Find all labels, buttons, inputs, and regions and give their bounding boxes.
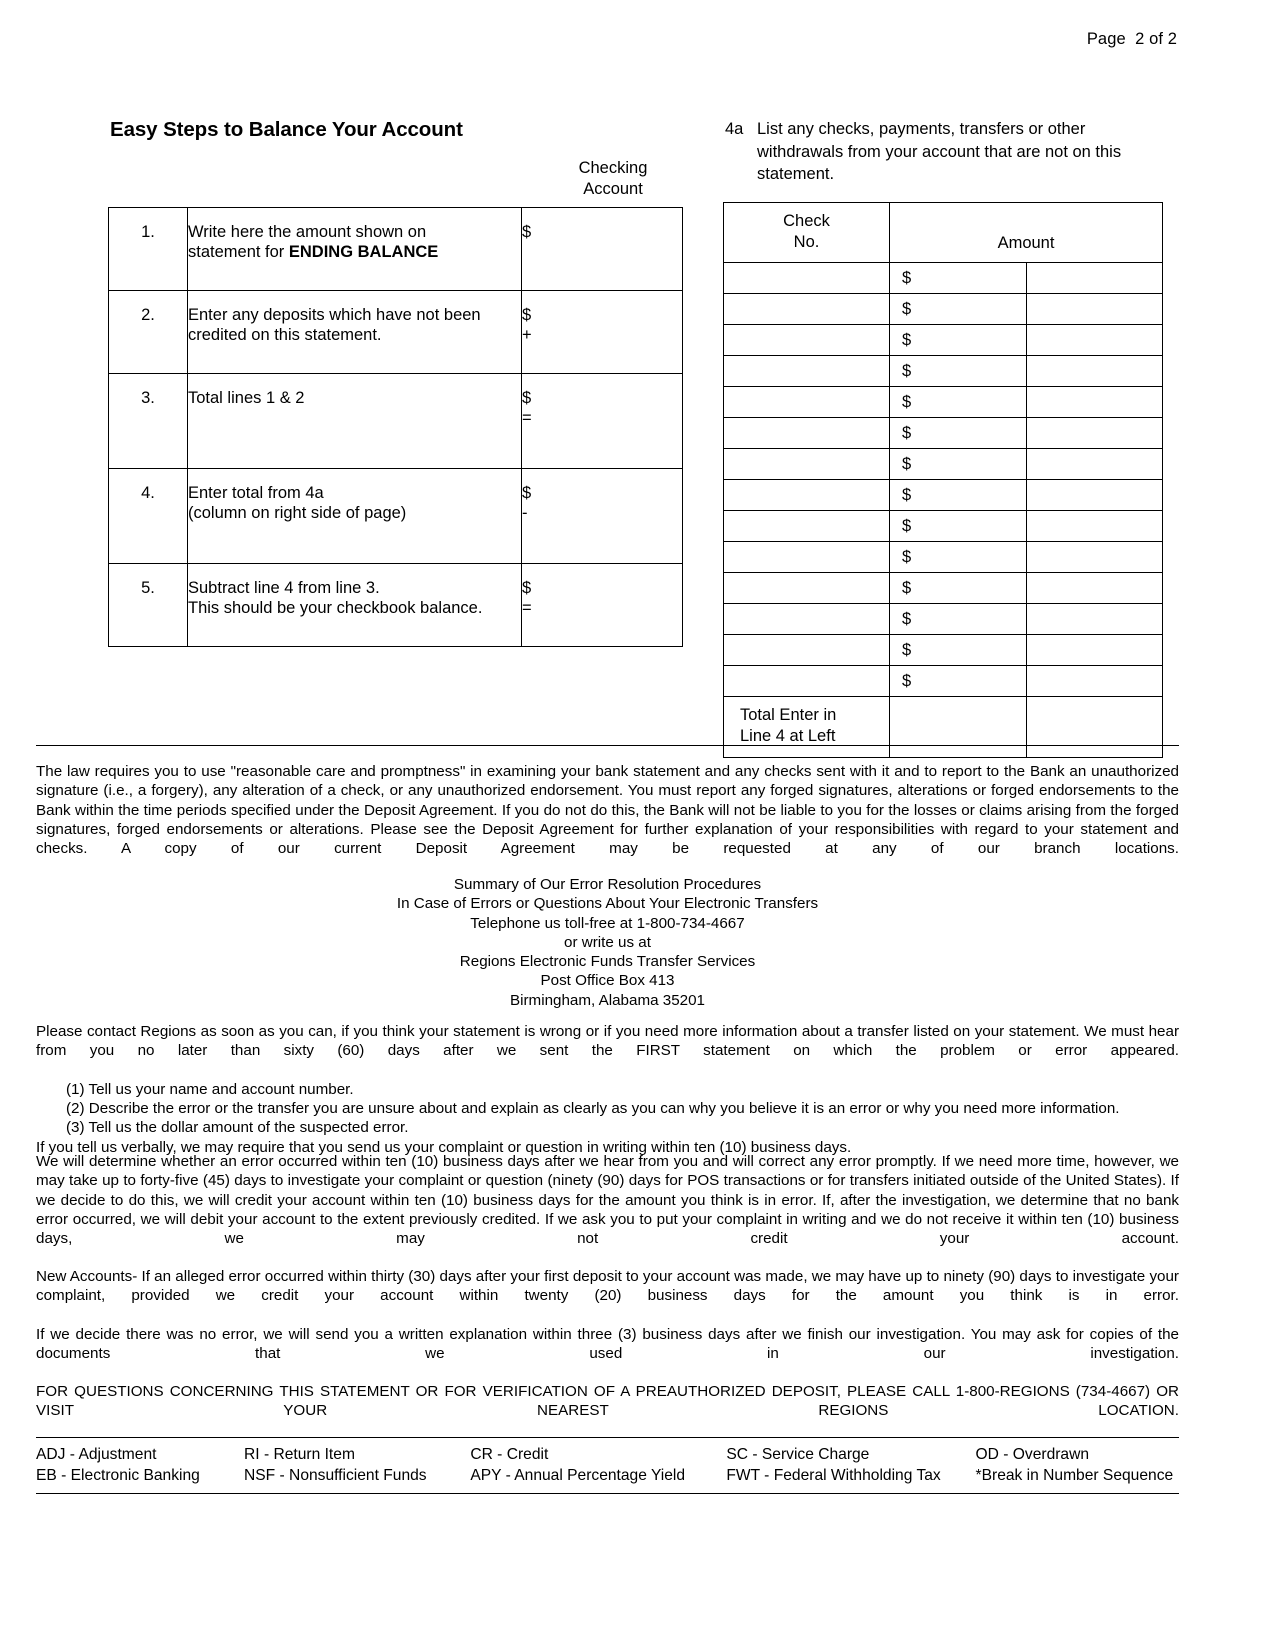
check-amount-cell[interactable]: $: [890, 480, 1027, 511]
table-row: [109, 564, 683, 647]
reasonable-care-text: The law requires you to use "reasonable care and promptness" in examining your bank statement and any checks sent with it and to report to the Bank an unauthorized signature (i.e., a forgery), any alteration of a check, or any unauthorized endorsement. You must report any forged signatures, alterations or forged endorsements to the Bank within the time periods specified under the Deposit Agreement. If you do not do this, the Bank will not be liable to you for the losses or claims arising from the forged signatures, forged endorsements or alterations. Please see the Deposit Agreement for further explanation of your responsibilities with regard to your statement and checks. A copy of our current Deposit Agreement may be requested at any of our branch locations.: [36, 763, 1179, 858]
step-number: 5.: [109, 564, 188, 647]
table-row: [724, 418, 1163, 449]
check-no-cell[interactable]: [724, 511, 890, 542]
check-amount-cell[interactable]: $: [890, 263, 1027, 294]
total-amount-cell[interactable]: [890, 697, 1027, 758]
reasonable-care-paragraph: [36, 762, 1179, 878]
currency-symbol: $: [522, 484, 532, 502]
checks-instruction: [725, 118, 1175, 186]
check-cents-cell[interactable]: [1026, 356, 1163, 387]
table-row: [724, 635, 1163, 666]
balance-worksheet-title: Easy Steps to Balance Your Account: [110, 118, 463, 141]
error-summary-company: Regions Electronic Funds Transfer Services: [459, 953, 756, 971]
check-amount-cell[interactable]: $: [890, 418, 1027, 449]
step-number: 1.: [109, 208, 188, 291]
check-amount-cell[interactable]: $: [890, 356, 1027, 387]
table-row: [724, 573, 1163, 604]
step-description-line1: Write here the amount shown on: [188, 223, 427, 241]
total-label: [724, 697, 890, 758]
checks-instruction-marker: 4a: [725, 120, 744, 138]
checks-table: [723, 202, 1163, 758]
check-no-cell[interactable]: [724, 387, 890, 418]
step-description-line1: Total lines 1 & 2: [188, 389, 305, 407]
check-amount-cell[interactable]: $: [890, 573, 1027, 604]
check-no-cell[interactable]: [724, 480, 890, 511]
error-summary-line-2: In Case of Errors or Questions About Your Electronic Transfers: [396, 895, 819, 913]
step-description-line1: Enter any deposits which have not been: [188, 306, 481, 324]
check-amount-cell[interactable]: $: [890, 635, 1027, 666]
error-determination-text: We will determine whether an error occurred within ten (10) business days after we hear from you and will correct any error promptly. If we need more time, however, we may take up to forty-five (45) days to investigate your complaint or question (ninety (90) days for POS transactions or for transfers initiated outside of the United States). If we decide to do this, we will credit your account within ten (10) business days for the amount you think is in error. If, after the investigation, we determine that no bank error occurred, we will debit your account to the extent previously credited. If we ask you to put your complaint in writing and we do not receive it within ten (10) business days, we may not credit your account.: [36, 1153, 1179, 1248]
check-amount-cell[interactable]: $: [890, 387, 1027, 418]
step-description-line2: credited on this statement.: [188, 326, 382, 344]
legend-item: APY - Annual Percentage Yield: [470, 1467, 686, 1484]
step-number: 4.: [109, 469, 188, 564]
column-header-amount: Amount: [890, 203, 1163, 263]
divider-top: [36, 745, 1179, 746]
table-row: [109, 469, 683, 564]
step-description: [188, 374, 522, 469]
checking-account-column-header: [538, 158, 688, 200]
error-summary-line-4: or write us at: [564, 933, 651, 951]
step-description-line2: (column on right side of page): [188, 504, 407, 522]
check-no-cell[interactable]: [724, 604, 890, 635]
check-cents-cell[interactable]: [1026, 418, 1163, 449]
table-row: [724, 542, 1163, 573]
balance-steps-table: [108, 207, 683, 647]
contact-intro-text: Please contact Regions as soon as you can, if you think your statement is wrong or if you need more information about a transfer listed on your statement. We must hear from you no later than sixty (60) days after we sent the FIRST statement on which the problem or error appeared.: [36, 1023, 1179, 1060]
total-label-line1: Total Enter in: [740, 706, 837, 724]
contact-instructions: [36, 1022, 1179, 1157]
balance-worksheet: [108, 118, 683, 617]
check-cents-cell[interactable]: [1026, 666, 1163, 697]
new-accounts-text: New Accounts- If an alleged error occurred within thirty (30) days after your first deposit to your account was made, we may have up to ninety (90) days to investigate your complaint, provided we credit your account within twenty (20) business days for the amount you think is in error.: [36, 1268, 1179, 1305]
step-amount-cell[interactable]: [522, 208, 683, 291]
check-no-cell[interactable]: [724, 666, 890, 697]
total-label-line2: Line 4 at Left: [740, 727, 836, 745]
checking-account-header-line1: Checking: [578, 159, 648, 177]
total-cents-cell[interactable]: [1026, 697, 1163, 758]
legend-item: OD - Overdrawn: [975, 1446, 1090, 1463]
check-amount-cell[interactable]: $: [890, 449, 1027, 480]
operator-symbol: =: [522, 599, 532, 617]
check-cents-cell[interactable]: [1026, 635, 1163, 666]
step-description-emphasis: ENDING BALANCE: [288, 243, 439, 261]
legend-item: FWT - Federal Withholding Tax: [726, 1467, 941, 1484]
error-summary-line-1: Summary of Our Error Resolution Procedures: [453, 876, 762, 893]
currency-symbol: $: [522, 579, 532, 597]
table-header-row: [724, 203, 1163, 263]
check-cents-cell[interactable]: [1026, 294, 1163, 325]
table-row: [724, 666, 1163, 697]
checks-instruction-text: List any checks, payments, transfers or other withdrawals from your account that are not on this statement.: [757, 120, 1122, 183]
table-row: [724, 325, 1163, 356]
divider-bottom: [36, 1493, 1179, 1494]
abbreviations-legend: [36, 1444, 1179, 1486]
step-description-line2: This should be your checkbook balance.: [188, 599, 483, 617]
check-cents-cell[interactable]: [1026, 263, 1163, 294]
check-cents-cell[interactable]: [1026, 449, 1163, 480]
check-no-cell[interactable]: [724, 573, 890, 604]
check-no-cell[interactable]: [724, 325, 890, 356]
step-description-line1: Subtract line 4 from line 3.: [188, 579, 380, 597]
currency-symbol: $: [522, 306, 532, 324]
step-description: [188, 291, 522, 374]
checking-account-header-line2: Account: [583, 180, 643, 198]
verbal-complaint-note: If you tell us verbally, we may require that you send us your complaint or question in writing within ten (10) business days.: [36, 1138, 852, 1156]
step-number: 3.: [109, 374, 188, 469]
legend-item: RI - Return Item: [244, 1446, 355, 1463]
check-cents-cell[interactable]: [1026, 511, 1163, 542]
table-row: [109, 374, 683, 469]
operator-symbol: =: [522, 409, 532, 427]
check-no-cell[interactable]: [724, 449, 890, 480]
checks-worksheet: [725, 118, 1175, 745]
legend-item: SC - Service Charge: [726, 1446, 870, 1463]
table-row: [724, 511, 1163, 542]
check-cents-cell[interactable]: [1026, 573, 1163, 604]
contact-list-item: (3) Tell us the dollar amount of the suspected error.: [66, 1119, 409, 1137]
contact-list-item: (2) Describe the error or the transfer you are unsure about and explain as clearly as you can why you believe it is an error or why you need more information.: [66, 1100, 1120, 1118]
check-no-cell[interactable]: [724, 294, 890, 325]
check-cents-cell[interactable]: [1026, 542, 1163, 573]
legend-row-1: [36, 1444, 1179, 1465]
check-cents-cell[interactable]: [1026, 480, 1163, 511]
legend-item: ADJ - Adjustment: [36, 1446, 157, 1463]
table-total-row: [724, 697, 1163, 758]
questions-call-text: FOR QUESTIONS CONCERNING THIS STATEMENT OR FOR VERIFICATION OF A PREAUTHORIZED DEPOSIT, PLEASE CALL 1-800-REGIONS (734-4667) OR VISIT YOUR NEAREST REGIONS LOCATION.: [36, 1383, 1179, 1420]
page-number: Page 2 of 2: [1086, 30, 1177, 48]
error-summary-city-state-zip: Birmingham, Alabama 35201: [509, 991, 706, 1009]
no-error-text: If we decide there was no error, we will send you a written explanation within three (3) business days after we finish our investigation. You may ask for copies of the documents that we used in our investigation.: [36, 1326, 1179, 1363]
error-resolution-summary: [36, 875, 1179, 1010]
error-summary-po-box: Post Office Box 413: [540, 972, 675, 990]
table-row: [724, 604, 1163, 635]
column-header-check-no-line1: Check: [783, 212, 830, 230]
step-description: [188, 208, 522, 291]
questions-call-paragraph: [36, 1382, 1179, 1440]
step-description-line2: statement for: [188, 243, 289, 261]
table-row: [724, 263, 1163, 294]
check-no-cell[interactable]: [724, 418, 890, 449]
check-no-cell[interactable]: [724, 635, 890, 666]
check-amount-cell[interactable]: $: [890, 666, 1027, 697]
new-accounts-paragraph: [36, 1267, 1179, 1325]
table-row: [724, 294, 1163, 325]
worksheets-area: [0, 118, 1275, 745]
error-summary-phone: Telephone us toll-free at 1-800-734-4667: [470, 914, 745, 932]
contact-list-item: (1) Tell us your name and account number.: [66, 1080, 354, 1098]
legend-item: EB - Electronic Banking: [36, 1467, 200, 1484]
legend-item: *Break in Number Sequence: [975, 1467, 1174, 1484]
operator-symbol: +: [522, 326, 532, 344]
column-header-check-no: [724, 203, 890, 263]
step-description: [188, 469, 522, 564]
step-description-line1: Enter total from 4a: [188, 484, 324, 502]
step-description: [188, 564, 522, 647]
legend-row-2: [36, 1465, 1179, 1486]
check-cents-cell[interactable]: [1026, 604, 1163, 635]
check-amount-cell[interactable]: $: [890, 511, 1027, 542]
check-amount-cell[interactable]: $: [890, 325, 1027, 356]
check-amount-cell[interactable]: $: [890, 542, 1027, 573]
check-no-cell[interactable]: [724, 263, 890, 294]
error-determination-paragraph: [36, 1152, 1179, 1268]
table-row: [109, 291, 683, 374]
currency-symbol: $: [522, 389, 532, 407]
step-number: 2.: [109, 291, 188, 374]
step-amount-cell[interactable]: [522, 469, 683, 564]
check-amount-cell[interactable]: $: [890, 604, 1027, 635]
table-row: [724, 449, 1163, 480]
table-row: [724, 480, 1163, 511]
step-amount-cell[interactable]: [522, 291, 683, 374]
table-row: [724, 356, 1163, 387]
no-error-paragraph: [36, 1325, 1179, 1383]
legend-item: NSF - Nonsufficient Funds: [244, 1467, 427, 1484]
check-cents-cell[interactable]: [1026, 387, 1163, 418]
currency-symbol: $: [522, 223, 532, 241]
step-amount-cell[interactable]: [522, 564, 683, 647]
operator-symbol: -: [522, 504, 528, 522]
step-amount-cell[interactable]: [522, 374, 683, 469]
check-no-cell[interactable]: [724, 356, 890, 387]
table-row: [109, 208, 683, 291]
table-row: [724, 387, 1163, 418]
check-amount-cell[interactable]: $: [890, 294, 1027, 325]
check-cents-cell[interactable]: [1026, 325, 1163, 356]
column-header-check-no-line2: No.: [793, 233, 820, 251]
check-no-cell[interactable]: [724, 542, 890, 573]
divider-above-legend: [36, 1437, 1179, 1438]
legend-item: CR - Credit: [470, 1446, 549, 1463]
